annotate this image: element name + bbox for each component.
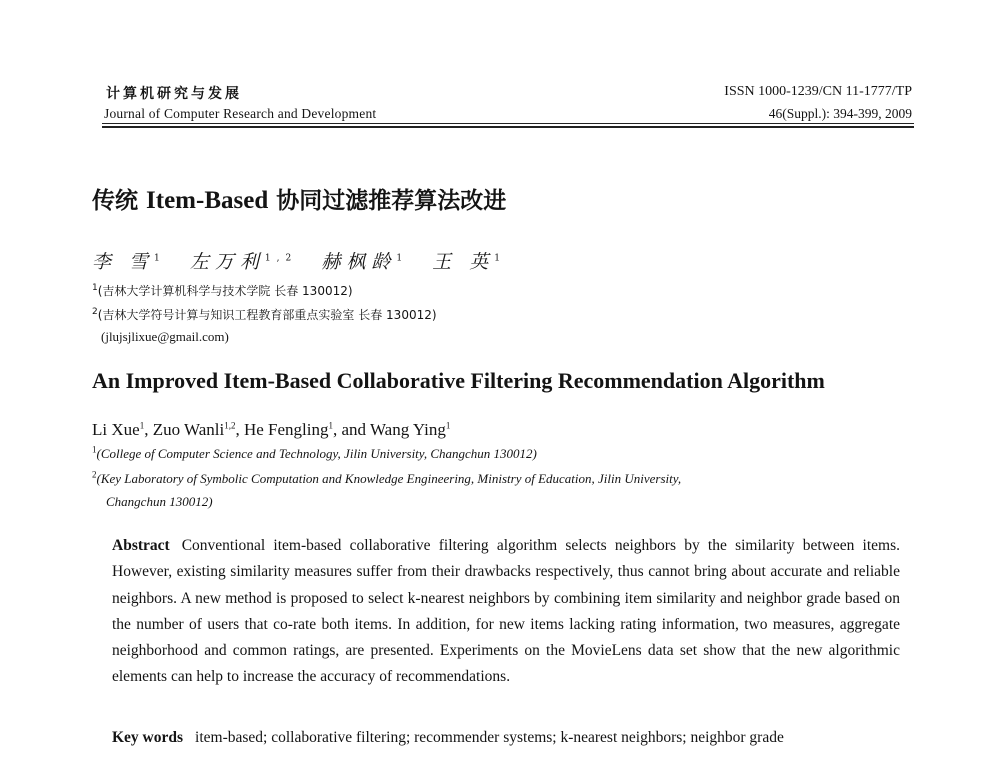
affiliation-cn-1 [92,282,353,299]
affiliation-en-text: (College of Computer Science and Technology, Jilin University, Changchun 130012) [96,446,537,461]
header-rule-thin [102,123,914,124]
abstract-label: Abstract [112,537,170,554]
paper-title-cn [92,182,506,215]
authors-en [92,420,450,440]
title-cn-prefix: 传统 [92,188,138,214]
author-en-sup: 1 [139,420,145,431]
affiliation-cn-2 [92,306,437,323]
affiliation-en-2-continued: Changchun 130012) [106,494,213,509]
author-en: Zuo Wanli [152,420,225,439]
keywords-text: item-based; collaborative filtering; recommender systems; k-nearest neighbors; neighbor grade [195,729,784,746]
author-en: He Fengling [243,420,329,439]
header-rule-thick [102,126,914,128]
paper-title-en: An Improved Item-Based Collaborative Filtering Recommendation Algorithm [92,368,825,393]
author-en-sup: 1,2 [224,420,236,431]
journal-name-en: Journal of Computer Research and Development [104,106,377,121]
author-cn: 王 英 [432,251,495,273]
affiliation-en-2 [92,471,681,487]
author-cn-sup: 1,2 [264,253,298,264]
author-en: Wang Ying [369,420,446,439]
author-en-sep: , [235,420,244,439]
author-cn: 左万利 [189,251,265,273]
title-cn-suffix: 协同过滤推荐算法改进 [276,188,507,214]
issn-number: ISSN 1000-1239/CN 11-1777/TP [724,84,912,99]
title-cn-latin: Item-Based [146,187,269,214]
author-en-sep: , and [332,420,370,439]
affiliation-en-sup: 2 [92,469,97,480]
affiliation-cn-sup: 1 [92,283,98,293]
author-en: Li Xue [92,420,140,439]
abstract-text: Conventional item-based collaborative filtering algorithm selects neighbors by the similarity between items. However, existing similarity measures suffer from their drawbacks respectively, thus cannot bring about accurate and reliable neighbors. A new method is proposed to select k-nearest neighbors by combining item similarity and neighbor grade based on the number of users that co-rate both items. In addition, for new items lacking rating information, two measures, aggregate neighborhood and common ratings, are presented. Experiments on the MovieLens data set show that the new algorithmic elements can help to increase the accuracy of recommendations. [112,537,900,686]
author-en-sup: 1 [328,420,333,431]
author-en-sep: , [144,420,153,439]
keywords-label: Key words [112,729,184,746]
affiliation-cn-text: (吉林大学符号计算与知识工程教育部重点实验室 长春 130012) [97,308,437,322]
author-email: (jlujsjlixue@gmail.com) [101,329,229,344]
author-en-sup: 1 [445,420,451,431]
author-cn: 赫枫龄 [321,251,397,273]
author-cn-sup: 1 [154,253,166,264]
authors-cn [92,247,506,274]
keywords [112,725,900,751]
affiliation-en-1 [92,446,537,462]
volume-pages-year: 46(Suppl.): 394-399, 2009 [768,106,912,121]
abstract [112,533,900,691]
author-cn: 李 雪 [92,251,155,273]
affiliation-cn-text: (吉林大学计算机科学与技术学院 长春 130012) [97,284,353,298]
affiliation-en-sup: 1 [92,444,97,455]
journal-name-cn: 计算机研究与发展 [106,86,242,102]
affiliation-cn-sup: 2 [92,307,98,317]
author-cn-sup: 1 [396,253,409,264]
author-cn-sup: 1 [494,253,506,264]
affiliation-en-text: (Key Laboratory of Symbolic Computation and Knowledge Engineering, Ministry of Education, Jilin University, [96,471,682,486]
